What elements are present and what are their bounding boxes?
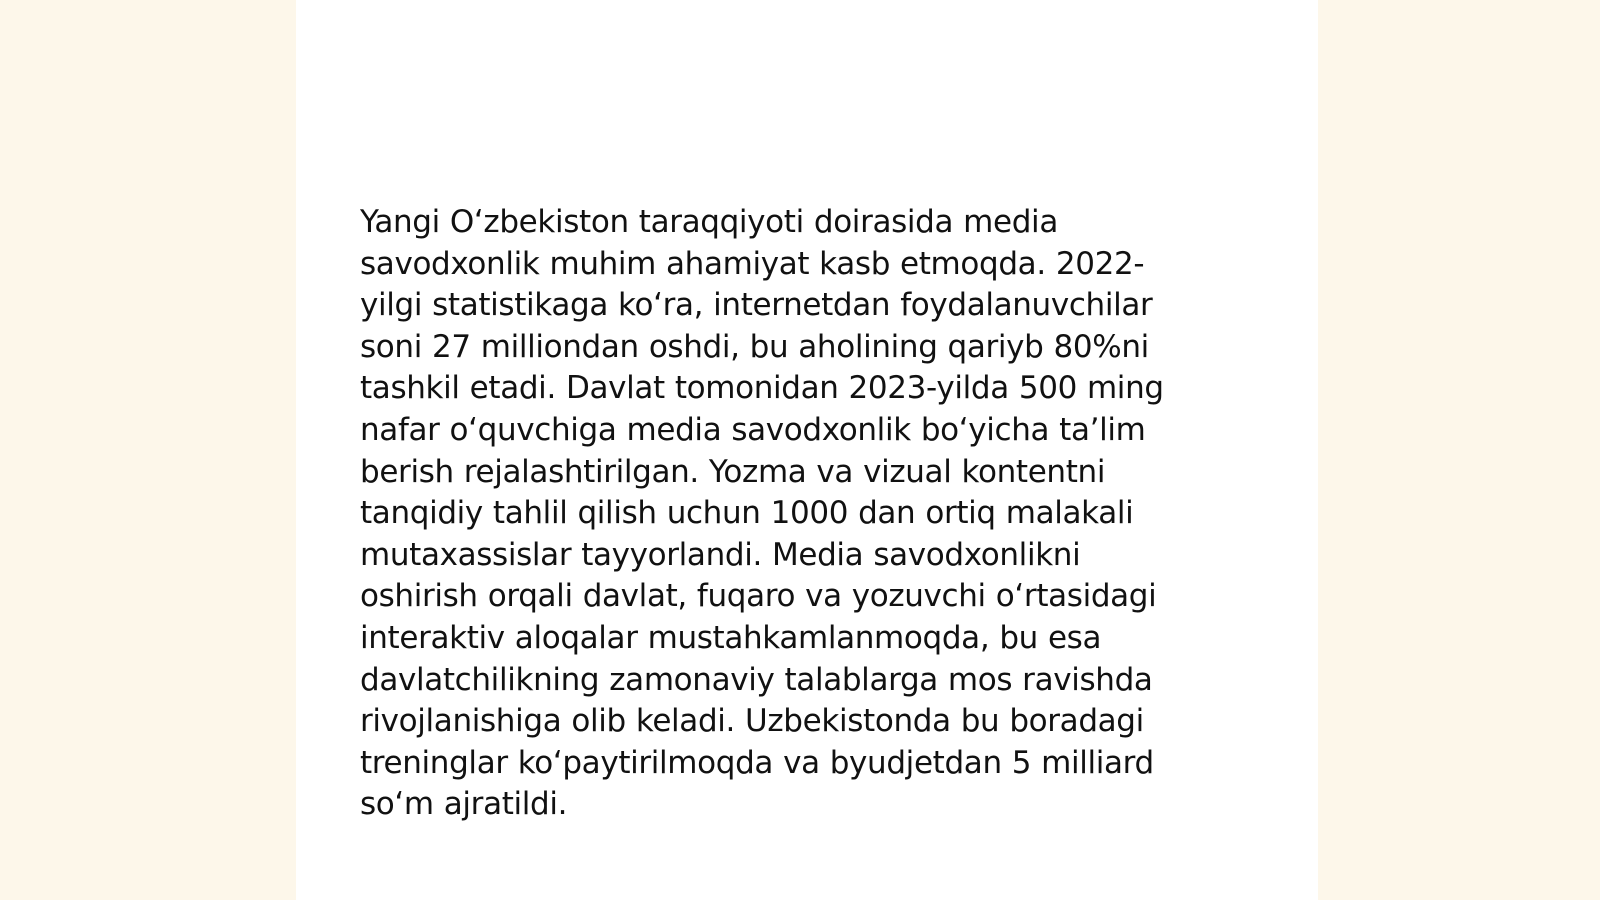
paragraph-line: davlatchilikning zamonaviy talablarga mos ravishda — [360, 661, 1153, 698]
paragraph-line: savodxonlik muhim ahamiyat kasb etmoqda. 2022- — [360, 245, 1145, 282]
paragraph-line: Yangi O‘zbekiston taraqqiyoti doirasida media — [360, 204, 1058, 240]
paragraph-line: rivojlanishiga olib keladi. Uzbekistonda bu boradagi — [360, 703, 1144, 740]
paragraph-line: berish rejalashtirilgan. Yozma va vizual kontentni — [360, 453, 1106, 490]
paragraph-line: treninglar ko‘paytirilmoqda va byudjetdan 5 milliard — [360, 744, 1154, 781]
paragraph-line: soni 27 milliondan oshdi, bu aholining qariyb 80%ni — [360, 328, 1149, 365]
paragraph-line: tashkil etadi. Davlat tomonidan 2023-yilda 500 ming — [360, 370, 1164, 407]
paragraph-line: yilgi statistikaga ko‘ra, internetdan foydalanuvchilar — [360, 287, 1153, 324]
paragraph-line: so‘m ajratildi. — [360, 786, 568, 823]
document-page — [296, 0, 1318, 900]
paragraph-line: mutaxassislar tayyorlandi. Media savodxonlikni — [360, 536, 1081, 573]
paragraph-line: tanqidiy tahlil qilish uchun 1000 dan ortiq malakali — [360, 495, 1134, 532]
paragraph-line: interaktiv aloqalar mustahkamlanmoqda, bu esa — [360, 619, 1102, 656]
paragraph-line: nafar o‘quvchiga media savodxonlik bo‘yicha ta’lim — [360, 411, 1146, 448]
body-paragraph — [360, 202, 1240, 826]
paragraph-line: oshirish orqali davlat, fuqaro va yozuvchi o‘rtasidagi — [360, 578, 1157, 615]
